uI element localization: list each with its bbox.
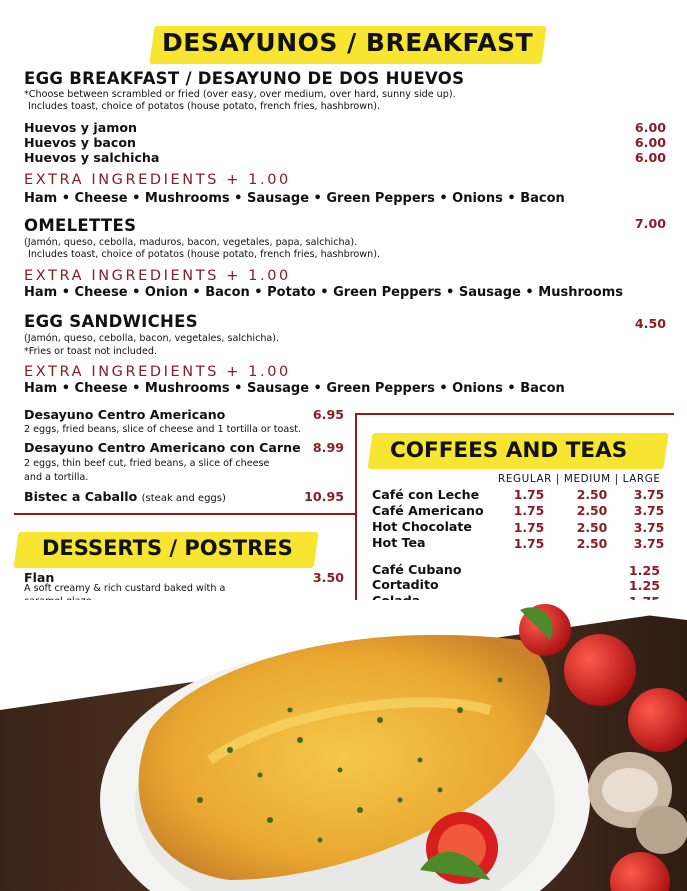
extra-ingredients-label: EXTRA INGREDIENTS + 1.00	[24, 172, 291, 188]
breakfast-title: DESAYUNOS / BREAKFAST	[162, 28, 534, 57]
divider-horizontal	[356, 413, 674, 415]
ingredients-list: Ham • Cheese • Onion • Bacon • Potato • Green Peppers • Sausage • Mushrooms	[24, 285, 624, 300]
special-item-name: Desayuno Centro Americano	[24, 407, 226, 422]
menu-item-price: 6.00	[634, 120, 666, 135]
coffee-price-medium: 2.50	[576, 520, 608, 535]
special-item-name	[24, 489, 226, 504]
coffee-price-regular: 1.75	[513, 487, 545, 502]
menu-item-name: Huevos y jamon	[24, 120, 137, 135]
coffee-item-price: 1.25	[628, 578, 660, 593]
special-item-price: 6.95	[312, 407, 344, 422]
egg-breakfast-note: Includes toast, choice of potatos (house potato, french fries, hashbrown).	[28, 101, 381, 112]
menu-item-name: Huevos y salchicha	[24, 150, 160, 165]
omelettes-note: Includes toast, choice of potatos (house potato, french fries, hashbrown).	[28, 249, 381, 260]
divider-horizontal	[14, 513, 356, 515]
menu-item-name: Huevos y bacon	[24, 135, 136, 150]
egg-sandwiches-title: EGG SANDWICHES	[24, 312, 198, 331]
egg-sandwiches-price: 4.50	[634, 316, 666, 331]
coffee-item-name: Hot Chocolate	[372, 519, 472, 534]
coffee-price-regular: 1.75	[513, 520, 545, 535]
coffee-item-name: Café con Leche	[372, 487, 480, 502]
special-item-price: 8.99	[312, 440, 344, 455]
special-item-price: 10.95	[304, 489, 344, 504]
coffee-item-name: Café Americano	[372, 503, 484, 518]
special-item-desc: 2 eggs, thin beef cut, fried beans, a slice of cheese	[24, 458, 270, 469]
dessert-item-name: Flan	[24, 570, 55, 585]
omelettes-title: OMELETTES	[24, 216, 137, 235]
omelette-illustration	[0, 600, 687, 891]
special-item-sub: (steak and eggs)	[141, 493, 226, 504]
dessert-item-desc: A soft creamy & rich custard baked with a	[24, 583, 226, 594]
egg-breakfast-title: EGG BREAKFAST / DESAYUNO DE DOS HUEVOS	[24, 69, 465, 88]
coffee-item-name: Café Cubano	[372, 562, 462, 577]
extra-ingredients-label: EXTRA INGREDIENTS + 1.00	[24, 268, 291, 284]
size-header: REGULAR | MEDIUM | LARGE	[498, 473, 661, 485]
extra-ingredients-label: EXTRA INGREDIENTS + 1.00	[24, 364, 291, 380]
egg-breakfast-note: *Choose between scrambled or fried (over easy, over medium, over hard, sunny side up).	[24, 89, 456, 100]
special-item-name-text: Bistec a Caballo	[24, 489, 138, 504]
coffee-price-regular: 1.75	[513, 536, 545, 551]
special-item-desc: and a tortilla.	[24, 472, 89, 483]
special-item-desc: 2 eggs, fried beans, slice of cheese and 1 tortilla or toast.	[24, 424, 302, 435]
coffee-price-medium: 2.50	[576, 487, 608, 502]
desserts-title: DESSERTS / POSTRES	[42, 536, 293, 560]
coffee-price-large: 3.75	[633, 487, 665, 502]
omelettes-price: 7.00	[634, 216, 666, 231]
coffees-title: COFFEES AND TEAS	[390, 438, 628, 463]
coffee-item-name: Hot Tea	[372, 535, 426, 550]
coffee-price-medium: 2.50	[576, 536, 608, 551]
egg-sandwiches-note: (Jamón, queso, cebolla, bacon, vegetales, salchicha).	[24, 333, 280, 344]
egg-sandwiches-note: *Fries or toast not included.	[24, 346, 158, 357]
menu-item-price: 6.00	[634, 135, 666, 150]
coffee-item-name: Cortadito	[372, 577, 439, 592]
special-item-name: Desayuno Centro Americano con Carne	[24, 440, 301, 455]
ingredients-list: Ham • Cheese • Mushrooms • Sausage • Green Peppers • Onions • Bacon	[24, 381, 565, 396]
coffee-price-large: 3.75	[633, 520, 665, 535]
coffee-price-medium: 2.50	[576, 503, 608, 518]
coffee-price-regular: 1.75	[513, 503, 545, 518]
coffee-item-price: 1.25	[628, 563, 660, 578]
food-photo	[0, 600, 687, 891]
omelettes-note: (Jamón, queso, cebolla, maduros, bacon, vegetales, papa, salchicha).	[24, 237, 358, 248]
dessert-item-price: 3.50	[312, 570, 344, 585]
ingredients-list: Ham • Cheese • Mushrooms • Sausage • Green Peppers • Onions • Bacon	[24, 191, 565, 206]
coffee-price-large: 3.75	[633, 503, 665, 518]
coffee-price-large: 3.75	[633, 536, 665, 551]
menu-item-price: 6.00	[634, 150, 666, 165]
